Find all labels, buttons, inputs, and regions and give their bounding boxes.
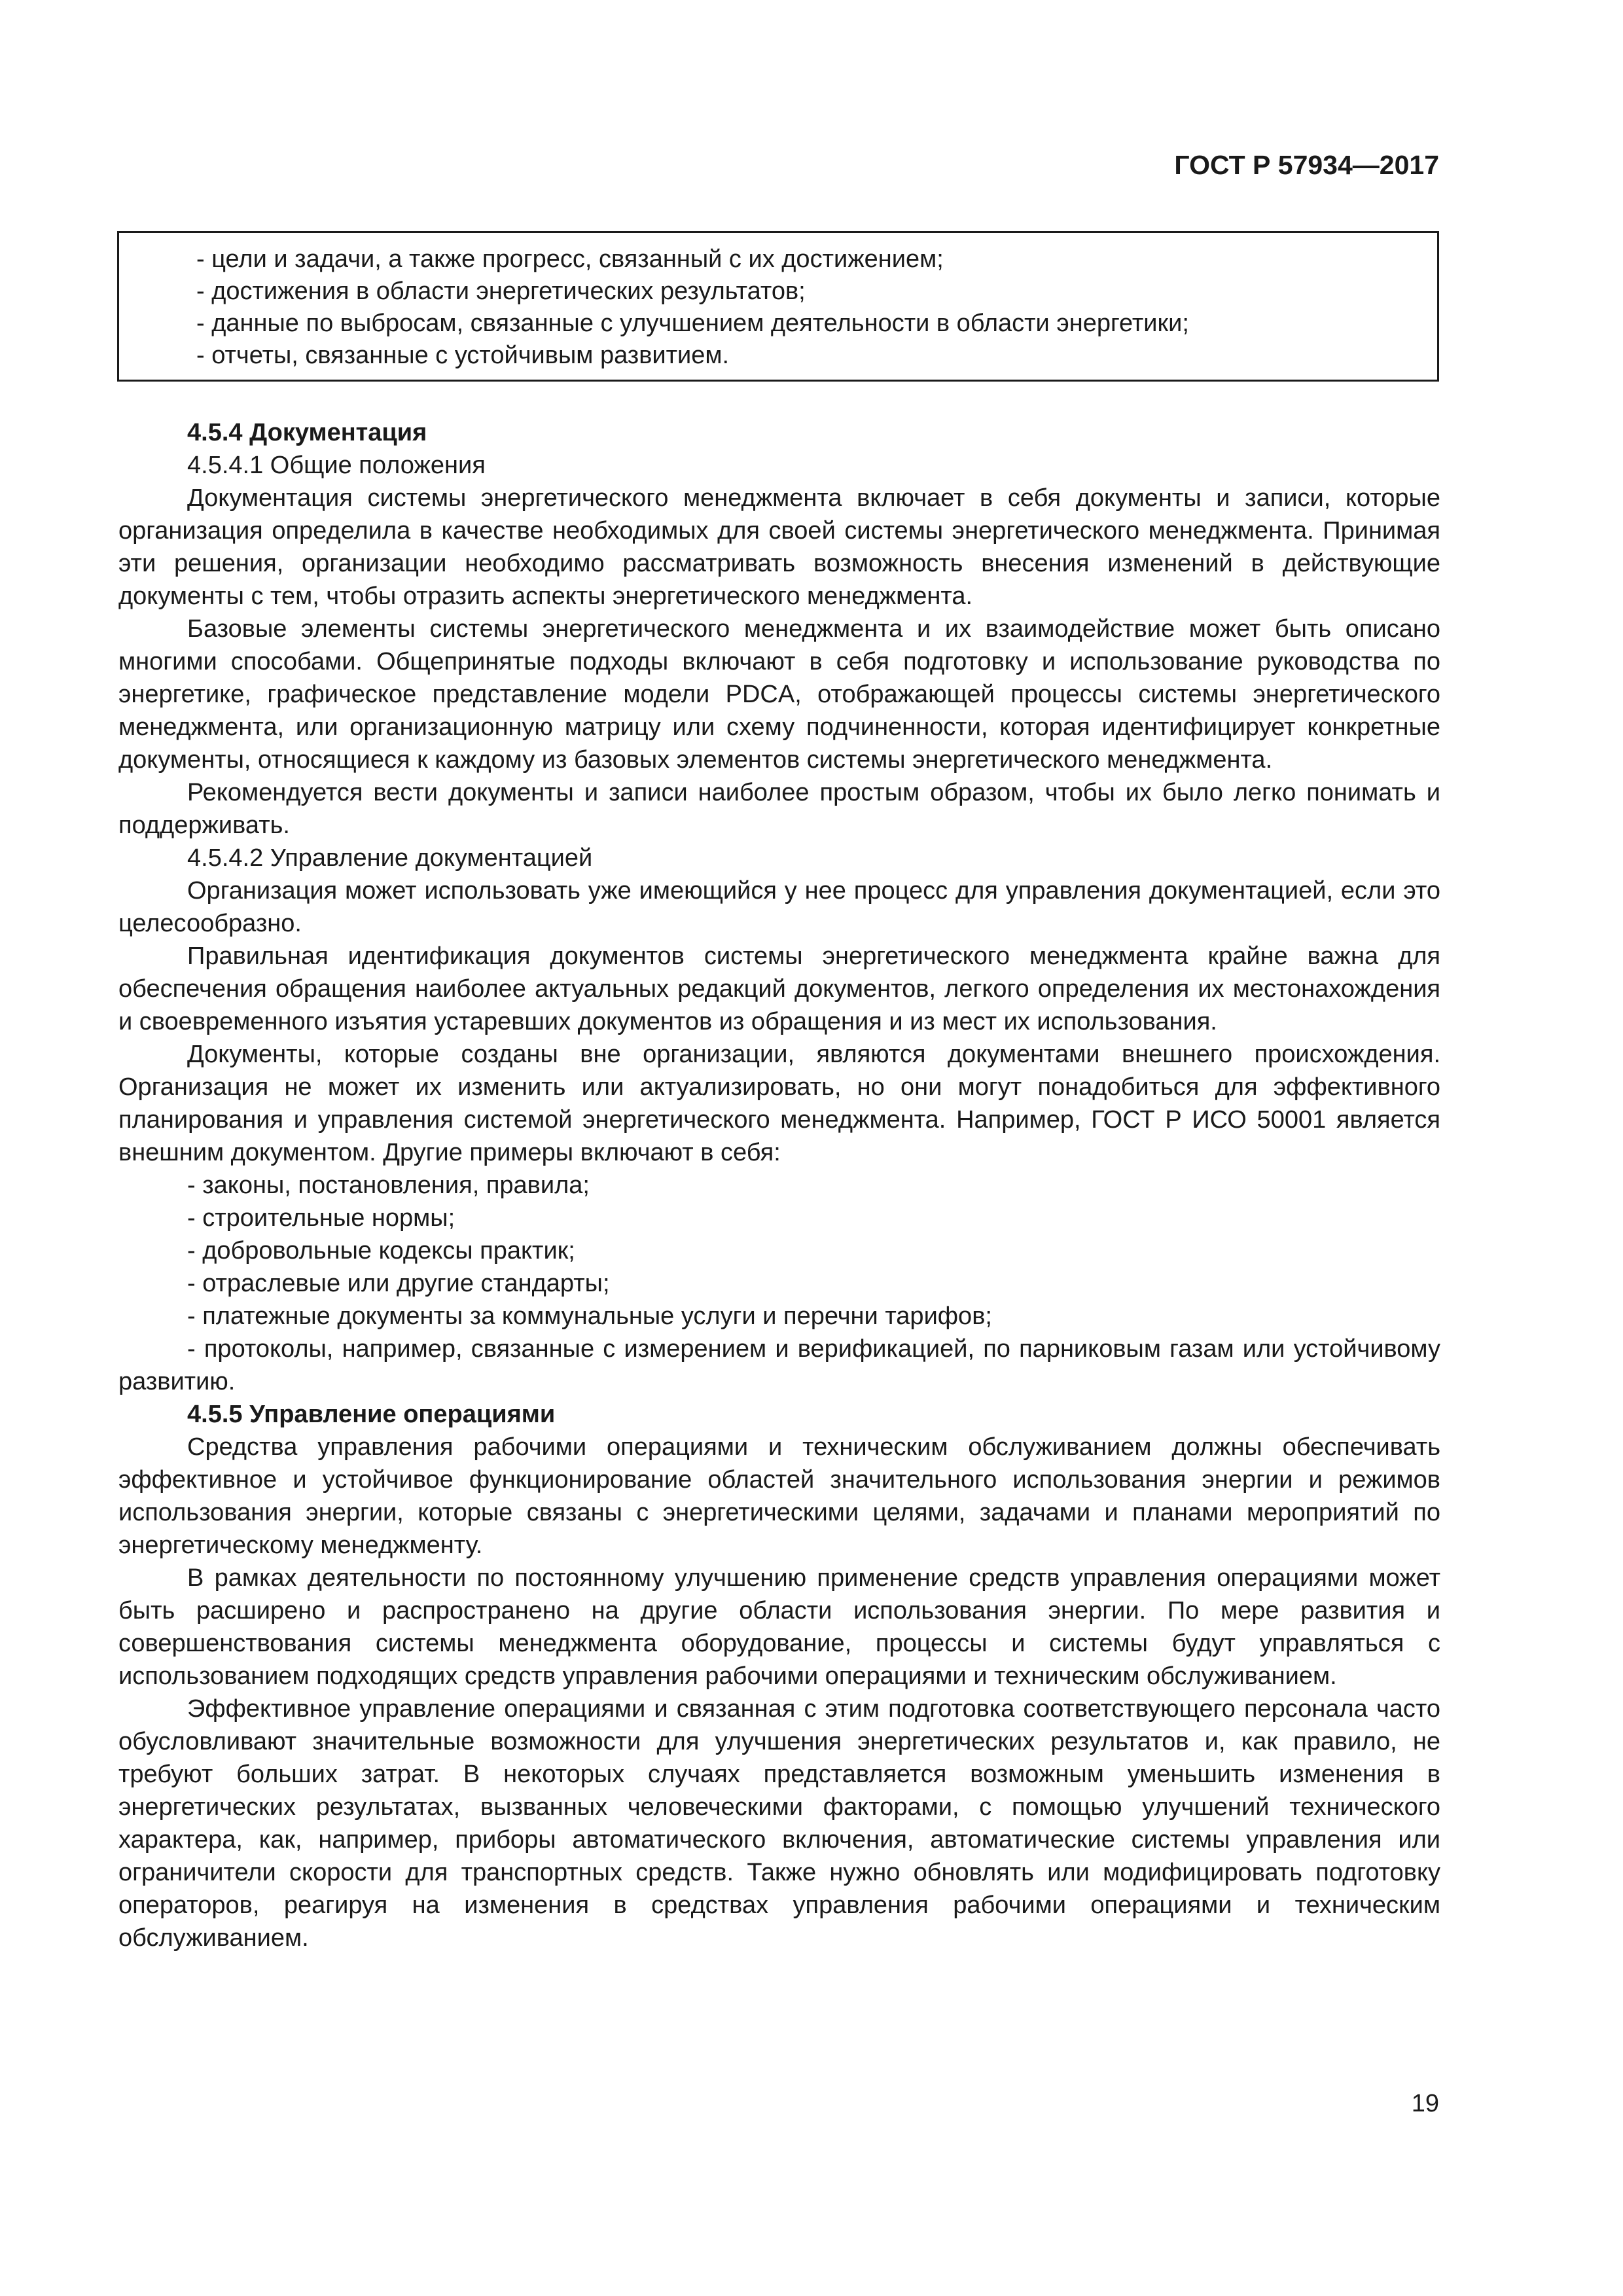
document-number: ГОСТ Р 57934—2017 bbox=[1174, 150, 1439, 180]
paragraph: Организация может использовать уже имеющийся у нее процесс для управления документацией, если это целесообразно. bbox=[118, 877, 1440, 937]
paragraph: Документация системы энергетического менеджмента включает в себя документы и записи, которые организация определила в качестве необходимых для своей системы энергетического менеджмента. Принимая эти решения, организации необходимо рассматривать возможность внесения изменений в действующие документы с тем, чтобы отразить аспекты энергетического менеджмента. bbox=[118, 484, 1440, 610]
section-heading-4-5-5: 4.5.5 Управление операциями bbox=[187, 1401, 556, 1428]
subsection-heading-4-5-4-1: 4.5.4.1 Общие положения bbox=[187, 452, 486, 479]
paragraph: В рамках деятельности по постоянному улучшению применение средств управления операциями может быть расширено и распространено на другие области использования энергии. По мере развития и совершенствования системы менеджмента оборудование, процессы и системы будут управляться с использованием подходящих средств управления рабочими операциями и техническим обслуживанием. bbox=[118, 1564, 1440, 1690]
reporting-items-box bbox=[117, 231, 1439, 382]
paragraph: Эффективное управление операциями и связанная с этим подготовка соответствующего персонала часто обусловливают значительные возможности для улучшения энергетических результатов и, как правило, не требуют больших затрат. В некоторых случаях представляется возможным уменьшить изменения в энергетических результатах, вызванных человеческими факторами, с помощью улучшений технического характера, как, например, приборы автоматического включения, автоматические системы управления или ограничители скорости для транспортных средств. Также нужно обновлять или модифицировать подготовку операторов, реагируя на изменения в средствах управления рабочими операциями и техническим обслуживанием. bbox=[118, 1695, 1440, 1952]
section-heading-4-5-4: 4.5.4 Документация bbox=[187, 419, 427, 446]
subsection-heading-4-5-4-2: 4.5.4.2 Управление документацией bbox=[187, 844, 593, 872]
box-item: - данные по выбросам, связанные с улучшением деятельности в области энергетики; bbox=[196, 310, 1189, 337]
paragraph: Базовые элементы системы энергетического менеджмента и их взаимодействие может быть описано многими способами. Общепринятые подходы включают в себя подготовку и использование руководства по энергетике, графическое представление модели PDCA, отображающей процессы системы энергетического менеджмента, или организационную матрицу или схему подчиненности, которая идентифицирует конкретные документы, относящиеся к каждому из базовых элементов системы энергетического менеджмента. bbox=[118, 615, 1440, 774]
box-item: - достижения в области энергетических результатов; bbox=[196, 278, 806, 305]
list-item: - отраслевые или другие стандарты; bbox=[187, 1270, 610, 1297]
list-item: - добровольные кодексы практик; bbox=[187, 1237, 575, 1265]
list-item: - протоколы, например, связанные с измерением и верификацией, по парниковым газам или устойчивому развитию. bbox=[118, 1335, 1440, 1395]
page-number: 19 bbox=[1411, 2090, 1439, 2117]
list-item: - платежные документы за коммунальные услуги и перечни тарифов; bbox=[187, 1302, 992, 1330]
paragraph: Средства управления рабочими операциями и техническим обслуживанием должны обеспечивать эффективное и устойчивое функционирование областей значительного использования энергии и режимов использования энергии, которые связаны с энергетическими целями, задачами и планами мероприятий по энергетическому менеджменту. bbox=[118, 1433, 1440, 1559]
paragraph: Правильная идентификация документов системы энергетического менеджмента крайне важна для обеспечения обращения наиболее актуальных редакций документов, легкого определения их местонахождения и своевременного изъятия устаревших документов из обращения и из мест их использования. bbox=[118, 942, 1440, 1035]
paragraph: Документы, которые созданы вне организации, являются документами внешнего происхождения. Организация не может их изменить или актуализировать, но они могут понадобиться для эффективного планирования и управления системой энергетического менеджмента. Например, ГОСТ Р ИСО 50001 является внешним документом. Другие примеры включают в себя: bbox=[118, 1041, 1440, 1166]
box-item: - цели и задачи, а также прогресс, связанный с их достижением; bbox=[196, 245, 944, 273]
list-item: - строительные нормы; bbox=[187, 1204, 455, 1232]
box-item: - отчеты, связанные с устойчивым развитием. bbox=[196, 342, 730, 369]
document-body bbox=[118, 416, 1440, 1954]
list-item: - законы, постановления, правила; bbox=[187, 1172, 590, 1199]
paragraph: Рекомендуется вести документы и записи наиболее простым образом, чтобы их было легко понимать и поддерживать. bbox=[118, 779, 1440, 839]
